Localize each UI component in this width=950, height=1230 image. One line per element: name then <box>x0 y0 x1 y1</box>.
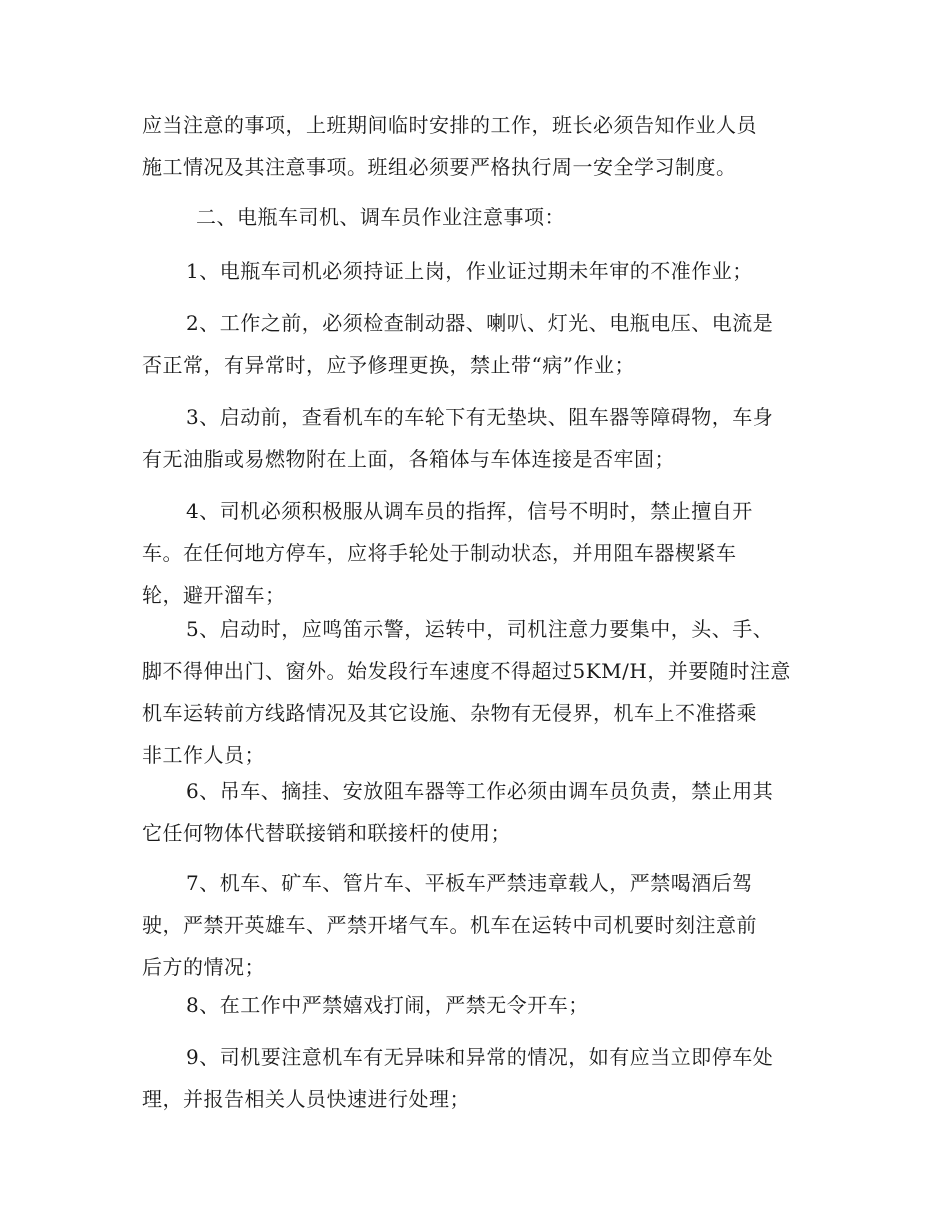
text-line: 7、机车、矿车、管片车、平板车严禁违章载人，严禁喝酒后驾 <box>186 871 753 895</box>
text-line: 应当注意的事项，上班期间临时安排的工作，班长必须告知作业人员 <box>142 113 757 137</box>
paragraph-continuation <box>142 104 812 188</box>
paragraph-item-4 <box>142 490 812 616</box>
text-line: 理，并报告相关人员快速进行处理； <box>142 1087 470 1111</box>
paragraph-item-2 <box>142 302 812 386</box>
text-line: 1、电瓶车司机必须持证上岗，作业证过期未年审的不准作业； <box>186 259 753 283</box>
paragraph-item-1 <box>142 250 812 292</box>
paragraph-item-5 <box>142 608 812 776</box>
paragraph-item-9 <box>142 1036 812 1120</box>
text-line: 施工情况及其注意事项。班组必须要严格执行周一安全学习制度。 <box>142 155 737 179</box>
text-line: 8、在工作中严禁嬉戏打闹，严禁无令开车； <box>186 993 589 1017</box>
text-line: 脚不得伸出门、窗外。始发段行车速度不得超过5KM/H，并要随时注意 <box>142 659 791 683</box>
text-line: 3、启动前，查看机车的车轮下有无垫块、阻车器等障碍物，车身 <box>186 405 774 429</box>
paragraph-item-3 <box>142 396 812 480</box>
paragraph-item-6 <box>142 770 812 854</box>
text-line: 轮，避开溜车； <box>142 583 286 607</box>
text-line: 后方的情况； <box>142 955 265 979</box>
text-line: 9、司机要注意机车有无异味和异常的情况，如有应当立即停车处 <box>186 1045 774 1069</box>
text-line: 5、启动时，应鸣笛示警，运转中，司机注意力要集中，头、手、 <box>186 617 774 641</box>
heading-line: 二、电瓶车司机、调车员作业注意事项： <box>196 205 565 229</box>
paragraph-item-7 <box>142 862 812 988</box>
text-line: 机车运转前方线路情况及其它设施、杂物有无侵界，机车上不准搭乘 <box>142 701 757 725</box>
text-line: 驶，严禁开英雄车、严禁开堵气车。机车在运转中司机要时刻注意前 <box>142 913 757 937</box>
text-line: 4、司机必须积极服从调车员的指挥，信号不明时，禁止擅自开 <box>186 499 753 523</box>
section-heading <box>142 196 812 238</box>
text-line: 否正常，有异常时，应予修理更换，禁止带“病”作业； <box>142 353 635 377</box>
text-line: 2、工作之前，必须检查制动器、喇叭、灯光、电瓶电压、电流是 <box>186 311 774 335</box>
text-line: 非工作人员； <box>142 743 265 767</box>
text-line: 它任何物体代替联接销和联接杆的使用； <box>142 821 511 845</box>
text-line: 车。在任何地方停车，应将手轮处于制动状态，并用阻车器楔紧车 <box>142 541 737 565</box>
text-line: 有无油脂或易燃物附在上面，各箱体与车体连接是否牢固； <box>142 447 675 471</box>
text-line: 6、吊车、摘挂、安放阻车器等工作必须由调车员负责，禁止用其 <box>186 779 774 803</box>
paragraph-item-8 <box>142 984 812 1026</box>
